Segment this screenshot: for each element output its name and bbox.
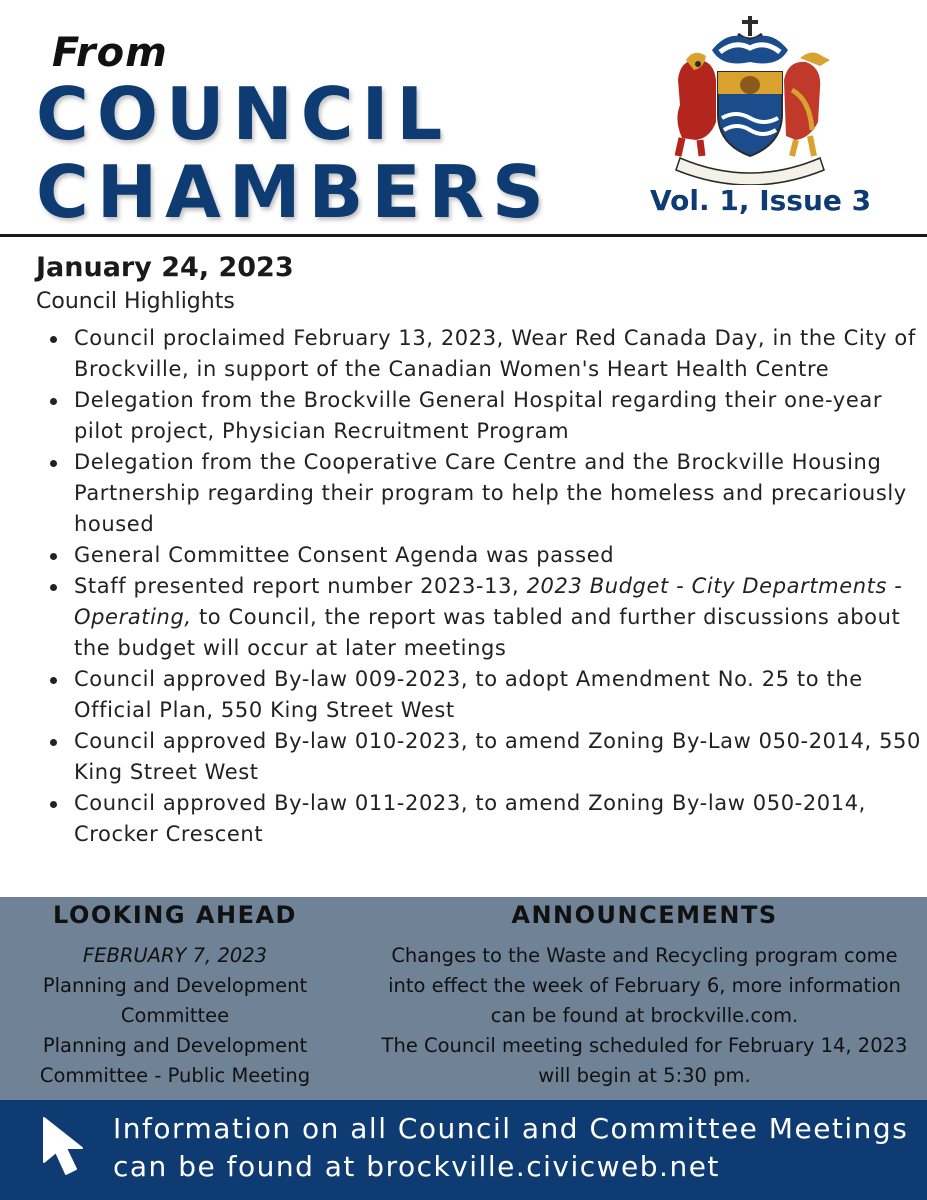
looking-ahead-heading: LOOKING AHEAD — [53, 901, 297, 929]
info-panel — [0, 897, 927, 1100]
looking-ahead-section — [10, 897, 340, 1091]
meeting-date: January 24, 2023 — [36, 252, 294, 283]
looking-ahead-item: Planning and Development Committee - Public Meeting — [39, 1034, 311, 1087]
title-council: COUNCIL — [36, 72, 451, 156]
from-label: From — [52, 30, 168, 76]
announcement-meeting: The Council meeting scheduled for February 14, 2023 will begin at 5:30 pm. — [381, 1034, 908, 1087]
header-divider — [0, 234, 927, 237]
announcements-section — [372, 897, 917, 1091]
announcement-waste: Changes to the Waste and Recycling program come into effect the week of February 6, more information can be found at brockville.com. — [388, 944, 901, 1027]
budget-report-prefix: Staff presented report number 2023-13, — [74, 574, 527, 598]
looking-ahead-date: FEBRUARY 7, 2023 — [82, 944, 268, 967]
list-item — [74, 571, 927, 664]
city-crest-icon — [660, 10, 840, 185]
highlights-heading: Council Highlights — [36, 289, 235, 314]
highlights-list — [36, 323, 927, 850]
footer-line-2: can be found at brockville.civicweb.net — [113, 1150, 720, 1183]
issue-number: Vol. 1, Issue 3 — [650, 184, 872, 217]
list-item: Delegation from the Brockville General Hospital regarding their one-year pilot project, Physician Recruitment Program — [74, 385, 927, 447]
title-chambers: CHAMBERS — [36, 150, 552, 234]
cursor-arrow-icon — [40, 1114, 100, 1178]
budget-report-title: 2023 Budget - City Departments - Operating, — [74, 574, 903, 629]
looking-ahead-item: Planning and Development Committee — [42, 974, 308, 1027]
list-item: General Committee Consent Agenda was passed — [74, 540, 927, 571]
list-item: Council approved By-law 011-2023, to amend Zoning By-law 050-2014, Crocker Crescent — [74, 788, 927, 850]
footer-text — [113, 1110, 908, 1186]
footer-line-1: Information on all Council and Committee Meetings — [113, 1112, 909, 1145]
list-item: Council approved By-law 009-2023, to adopt Amendment No. 25 to the Official Plan, 550 King Street West — [74, 664, 927, 726]
budget-report-suffix: to Council, the report was tabled and further discussions about the budget will occur at later meetings — [74, 605, 901, 660]
list-item: Council approved By-law 010-2023, to amend Zoning By-Law 050-2014, 550 King Street West — [74, 726, 927, 788]
announcements-heading: ANNOUNCEMENTS — [511, 901, 778, 929]
list-item: Delegation from the Cooperative Care Centre and the Brockville Housing Partnership regarding their program to help the homeless and precariously housed — [74, 447, 927, 540]
list-item: Council proclaimed February 13, 2023, Wear Red Canada Day, in the City of Brockville, in support of the Canadian Women's Heart Health Centre — [74, 323, 927, 385]
footer-banner — [0, 1100, 927, 1200]
